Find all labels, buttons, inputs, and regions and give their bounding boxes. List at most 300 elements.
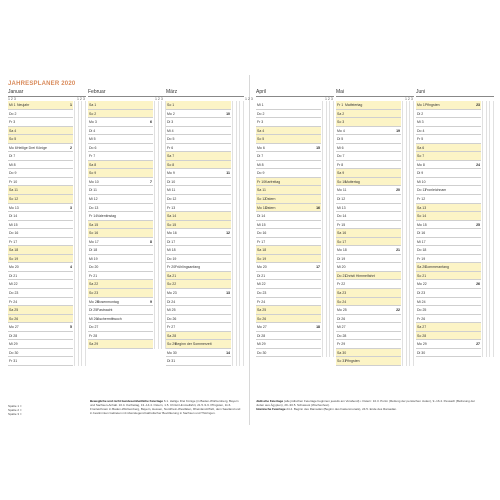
day-row[interactable] xyxy=(416,238,481,247)
day-row[interactable] xyxy=(256,186,321,195)
day-row[interactable] xyxy=(166,195,231,204)
day-row[interactable] xyxy=(256,332,321,341)
day-row[interactable] xyxy=(8,169,73,178)
day-row[interactable] xyxy=(166,186,231,195)
holiday-label: Beginn der Sommerzeit xyxy=(175,342,212,347)
day-row[interactable] xyxy=(88,229,153,238)
day-row[interactable] xyxy=(256,340,321,349)
day-row[interactable] xyxy=(256,263,321,272)
day-row[interactable] xyxy=(416,169,481,178)
day-row[interactable] xyxy=(256,152,321,161)
month-name: Februar xyxy=(88,89,106,95)
day-row[interactable] xyxy=(8,204,73,213)
day-label: Do 2 xyxy=(257,111,265,116)
day-label: So 24 xyxy=(337,299,347,304)
day-label: So 29 xyxy=(167,342,177,347)
day-row[interactable] xyxy=(336,152,401,161)
day-row[interactable] xyxy=(8,229,73,238)
day-row[interactable] xyxy=(416,332,481,341)
day-row[interactable] xyxy=(416,263,481,272)
day-row[interactable] xyxy=(336,135,401,144)
month-name: Mai xyxy=(336,89,345,95)
day-row[interactable] xyxy=(8,152,73,161)
month-top-rule xyxy=(336,96,414,97)
day-row[interactable] xyxy=(166,118,231,127)
day-row[interactable] xyxy=(166,135,231,144)
day-row[interactable] xyxy=(336,315,401,324)
day-row[interactable] xyxy=(336,340,401,349)
day-row[interactable] xyxy=(336,178,401,187)
day-row[interactable] xyxy=(88,204,153,213)
day-row[interactable] xyxy=(336,332,401,341)
day-label: Do 9 xyxy=(257,171,265,176)
day-label: Fr 21 xyxy=(89,273,98,278)
tick-columns xyxy=(232,101,243,366)
day-row[interactable] xyxy=(8,289,73,298)
day-label: Mi 27 xyxy=(337,325,346,330)
day-label: Mo 13 xyxy=(9,205,19,210)
day-label: Mi 6 xyxy=(337,145,344,150)
week-number: 19 xyxy=(396,128,400,133)
day-row[interactable] xyxy=(336,306,401,315)
day-row[interactable] xyxy=(336,255,401,264)
day-row[interactable] xyxy=(8,186,73,195)
day-label: So 9 xyxy=(89,171,97,176)
tick-column-line xyxy=(78,101,79,366)
day-label: Mi 10 xyxy=(417,179,426,184)
day-row[interactable] xyxy=(8,255,73,264)
day-row[interactable] xyxy=(166,101,231,110)
day-row[interactable] xyxy=(166,169,231,178)
day-label: Di 21 xyxy=(9,273,18,278)
day-row[interactable] xyxy=(416,161,481,170)
day-row[interactable] xyxy=(336,161,401,170)
day-row[interactable] xyxy=(256,161,321,170)
day-row[interactable] xyxy=(8,118,73,127)
week-number: 25 xyxy=(476,222,480,227)
day-row[interactable] xyxy=(336,127,401,136)
day-row[interactable] xyxy=(336,212,401,221)
day-row[interactable] xyxy=(416,212,481,221)
day-row[interactable] xyxy=(336,204,401,213)
day-label: Mi 17 xyxy=(417,239,426,244)
day-row[interactable] xyxy=(336,349,401,358)
day-label: Fr 19 xyxy=(417,256,426,261)
tick-column-line xyxy=(489,101,490,357)
day-label: Mo 23 xyxy=(167,291,177,296)
day-row[interactable] xyxy=(8,340,73,349)
day-label: Mo 11 xyxy=(337,188,347,193)
day-row[interactable] xyxy=(416,315,481,324)
day-label: So 3 xyxy=(337,120,345,125)
holiday-label: Sommeranfang xyxy=(425,265,449,270)
day-row[interactable] xyxy=(88,101,153,110)
day-row[interactable] xyxy=(8,357,73,366)
day-row[interactable] xyxy=(256,289,321,298)
tick-column-line xyxy=(406,101,407,366)
week-number: 21 xyxy=(396,248,400,253)
day-row[interactable] xyxy=(166,323,231,332)
day-label: Do 6 xyxy=(89,145,97,150)
day-row[interactable] xyxy=(88,221,153,230)
day-label: Fr 22 xyxy=(337,282,346,287)
day-row[interactable] xyxy=(256,272,321,281)
day-row[interactable] xyxy=(166,178,231,187)
day-row[interactable] xyxy=(166,238,231,247)
day-label: Mi 22 xyxy=(9,282,18,287)
day-row[interactable] xyxy=(166,152,231,161)
day-row[interactable] xyxy=(88,178,153,187)
day-row[interactable] xyxy=(256,280,321,289)
day-row[interactable] xyxy=(336,323,401,332)
day-row[interactable] xyxy=(256,238,321,247)
day-row[interactable] xyxy=(8,127,73,136)
day-label: Mo 30 xyxy=(167,350,177,355)
holiday-label: Muttertag xyxy=(345,179,360,184)
month-column-2 xyxy=(155,89,244,399)
day-row[interactable] xyxy=(88,238,153,247)
day-row[interactable] xyxy=(416,255,481,264)
day-row[interactable] xyxy=(416,340,481,349)
day-row[interactable] xyxy=(416,246,481,255)
month-top-rule xyxy=(256,96,334,97)
day-label: Do 23 xyxy=(9,291,19,296)
day-label: Mo 13 xyxy=(257,205,267,210)
day-row[interactable] xyxy=(166,357,231,366)
week-number: 13 xyxy=(226,291,230,296)
day-row[interactable] xyxy=(166,204,231,213)
notes-left xyxy=(90,399,242,415)
day-label: Sa 22 xyxy=(89,282,99,287)
day-label: Di 19 xyxy=(337,256,346,261)
day-label: Di 14 xyxy=(9,214,18,219)
day-label: Mo 22 xyxy=(417,282,427,287)
day-row[interactable] xyxy=(8,178,73,187)
legend-item-2: Spalte 2 = xyxy=(8,408,22,412)
day-row[interactable] xyxy=(166,144,231,153)
day-row[interactable] xyxy=(88,127,153,136)
week-number: 6 xyxy=(150,120,152,125)
day-row[interactable] xyxy=(256,204,321,213)
day-row[interactable] xyxy=(256,221,321,230)
day-row[interactable] xyxy=(256,127,321,136)
day-label: Sa 18 xyxy=(9,248,19,253)
day-row[interactable] xyxy=(8,212,73,221)
day-row[interactable] xyxy=(88,298,153,307)
day-row[interactable] xyxy=(256,178,321,187)
notes-left-heading: Bewegliche und nicht bundeseinheitliche Feiertage xyxy=(90,399,164,403)
day-label: Di 9 xyxy=(417,171,424,176)
day-label: Di 21 xyxy=(257,273,266,278)
day-row[interactable] xyxy=(166,332,231,341)
day-row[interactable] xyxy=(88,246,153,255)
tick-column-line xyxy=(85,101,86,366)
day-row[interactable] xyxy=(336,238,401,247)
day-row[interactable] xyxy=(8,349,73,358)
day-label: Mi 3 xyxy=(417,120,424,125)
day-row[interactable] xyxy=(416,349,481,358)
day-label: Di 17 xyxy=(167,239,176,244)
day-row[interactable] xyxy=(336,118,401,127)
day-row[interactable] xyxy=(416,195,481,204)
week-number: 11 xyxy=(226,171,230,176)
day-row[interactable] xyxy=(88,195,153,204)
tick-columns xyxy=(402,101,413,366)
spread-divider xyxy=(249,75,250,425)
day-row[interactable] xyxy=(8,298,73,307)
day-row[interactable] xyxy=(88,118,153,127)
day-row[interactable] xyxy=(336,221,401,230)
notes-right-text2: 24.4. Beginn des Ramadan (Beginn des Fastenmonats), 24.5. Ende des Ramadan. xyxy=(286,407,397,412)
day-row[interactable] xyxy=(416,135,481,144)
tick-column-line xyxy=(326,101,327,357)
day-label: Do 25 xyxy=(417,308,427,313)
day-row[interactable] xyxy=(8,221,73,230)
day-row[interactable] xyxy=(256,195,321,204)
day-row[interactable] xyxy=(336,186,401,195)
day-row[interactable] xyxy=(336,101,401,110)
day-row[interactable] xyxy=(166,289,231,298)
day-row[interactable] xyxy=(166,161,231,170)
day-label: Mo 2 xyxy=(167,111,175,116)
day-row[interactable] xyxy=(416,152,481,161)
day-row[interactable] xyxy=(8,306,73,315)
day-row[interactable] xyxy=(416,118,481,127)
day-label: Fr 15 xyxy=(337,222,346,227)
day-row[interactable] xyxy=(336,280,401,289)
day-row[interactable] xyxy=(416,110,481,119)
day-label: So 10 xyxy=(337,179,347,184)
day-label: Mi 1 xyxy=(9,103,16,107)
day-label: Fr 31 xyxy=(9,359,18,364)
day-row[interactable] xyxy=(166,340,231,349)
holiday-label: Valentinstag xyxy=(97,214,117,219)
week-number: 27 xyxy=(476,342,480,347)
day-row[interactable] xyxy=(256,212,321,221)
day-row[interactable] xyxy=(256,298,321,307)
day-label: Fr 28 xyxy=(89,333,98,338)
day-label: Mo 16 xyxy=(167,231,177,236)
tick-columns xyxy=(322,101,333,357)
day-row[interactable] xyxy=(88,306,153,315)
day-row[interactable] xyxy=(166,263,231,272)
day-label: Do 27 xyxy=(89,325,99,330)
day-row[interactable] xyxy=(166,246,231,255)
day-row[interactable] xyxy=(256,101,321,110)
day-row[interactable] xyxy=(88,110,153,119)
day-row[interactable] xyxy=(88,289,153,298)
tick-columns xyxy=(482,101,493,357)
day-row[interactable] xyxy=(8,110,73,119)
day-row[interactable] xyxy=(336,298,401,307)
day-label: Di 11 xyxy=(89,188,97,193)
day-row[interactable] xyxy=(88,135,153,144)
day-row[interactable] xyxy=(256,349,321,358)
month-name: März xyxy=(166,89,178,95)
day-row[interactable] xyxy=(166,280,231,289)
day-row[interactable] xyxy=(336,110,401,119)
day-row[interactable] xyxy=(88,272,153,281)
day-label: Sa 25 xyxy=(9,308,19,313)
column-numbers-header: 1 2 3 xyxy=(8,97,16,101)
day-label: Fr 13 xyxy=(167,205,176,210)
day-label: Sa 14 xyxy=(167,214,177,219)
day-row[interactable] xyxy=(416,127,481,136)
day-row[interactable] xyxy=(416,229,481,238)
day-row[interactable] xyxy=(416,272,481,281)
day-row[interactable] xyxy=(166,229,231,238)
day-row[interactable] xyxy=(336,357,401,366)
day-row[interactable] xyxy=(166,272,231,281)
day-label: Di 24 xyxy=(167,299,176,304)
holiday-label: Christi Himmelfahrt xyxy=(345,273,375,278)
day-label: Mo 10 xyxy=(89,179,99,184)
day-row[interactable] xyxy=(256,229,321,238)
day-row[interactable] xyxy=(416,186,481,195)
day-row[interactable] xyxy=(416,280,481,289)
day-row[interactable] xyxy=(8,161,73,170)
day-row[interactable] xyxy=(336,229,401,238)
day-row[interactable] xyxy=(8,272,73,281)
day-label: Sa 23 xyxy=(337,291,347,296)
day-row[interactable] xyxy=(88,144,153,153)
notes-left-text: 6.1. Heilige Drei Könige (in Baden-Württemberg, Bayern und Sachsen-Anhalt. 10.4. Karfreitag, 13.-14.4. Ostern, 1.5. Christi Himmelfahrt, 21.5./1.6. Pfingsten, 11.6. Fronleichnam in Baden-Württemberg, Bayern, Hessen, Nordrhein-Westfalen, Rheinland-Pfalz, dem Saarland und in bestimmten Gebieten mit überwiegend katholischer Bevölkerung in Sachsen und Thüringen. xyxy=(90,399,241,416)
column-numbers-header: 1 2 3 xyxy=(325,97,333,101)
day-row[interactable] xyxy=(88,315,153,324)
day-row[interactable] xyxy=(8,246,73,255)
tick-column-line xyxy=(322,101,323,357)
day-row[interactable] xyxy=(88,152,153,161)
day-row[interactable] xyxy=(256,315,321,324)
holiday-label: Maifeiertag xyxy=(345,103,363,107)
day-row[interactable] xyxy=(88,323,153,332)
day-row[interactable] xyxy=(256,135,321,144)
day-label: Sa 25 xyxy=(257,308,267,313)
day-row[interactable] xyxy=(416,289,481,298)
day-label: Di 31 xyxy=(167,359,176,364)
day-row[interactable] xyxy=(166,298,231,307)
day-row[interactable] xyxy=(166,127,231,136)
day-label: Do 12 xyxy=(167,197,177,202)
day-row[interactable] xyxy=(256,323,321,332)
day-row[interactable] xyxy=(336,169,401,178)
day-row[interactable] xyxy=(166,221,231,230)
day-label: Mi 24 xyxy=(417,299,426,304)
holiday-label: Pfingsten xyxy=(425,103,440,107)
holiday-label: Pfingsten xyxy=(345,359,360,364)
tick-columns xyxy=(74,101,85,366)
day-row[interactable] xyxy=(416,204,481,213)
day-row[interactable] xyxy=(256,306,321,315)
day-label: Mi 8 xyxy=(257,162,264,167)
day-row[interactable] xyxy=(256,255,321,264)
day-row[interactable] xyxy=(8,101,73,110)
day-row[interactable] xyxy=(256,246,321,255)
day-label: Mi 20 xyxy=(337,265,346,270)
day-row[interactable] xyxy=(416,306,481,315)
day-row[interactable] xyxy=(166,110,231,119)
day-label: So 26 xyxy=(9,316,19,321)
day-row[interactable] xyxy=(88,212,153,221)
day-row[interactable] xyxy=(8,315,73,324)
day-row[interactable] xyxy=(8,195,73,204)
day-label: Sa 30 xyxy=(337,350,347,355)
day-row[interactable] xyxy=(88,332,153,341)
day-label: So 12 xyxy=(9,197,19,202)
day-row[interactable] xyxy=(416,221,481,230)
day-row[interactable] xyxy=(8,238,73,247)
day-row[interactable] xyxy=(416,144,481,153)
day-label: So 1 xyxy=(167,103,175,107)
day-row[interactable] xyxy=(8,263,73,272)
day-label: Sa 4 xyxy=(9,128,17,133)
day-row[interactable] xyxy=(336,289,401,298)
day-row[interactable] xyxy=(88,340,153,349)
day-row[interactable] xyxy=(8,323,73,332)
day-label: Mo 4 xyxy=(337,128,345,133)
day-row[interactable] xyxy=(256,110,321,119)
day-label: Do 13 xyxy=(89,205,99,210)
day-row[interactable] xyxy=(166,315,231,324)
day-label: Mi 5 xyxy=(89,137,96,142)
holiday-label: Fronleichnam xyxy=(425,188,447,193)
day-row[interactable] xyxy=(8,280,73,289)
day-row[interactable] xyxy=(88,169,153,178)
tick-column-line xyxy=(74,101,75,366)
day-row[interactable] xyxy=(416,298,481,307)
day-row[interactable] xyxy=(256,169,321,178)
day-row[interactable] xyxy=(8,332,73,341)
month-column-0 xyxy=(8,89,86,399)
day-label: Sa 11 xyxy=(9,188,18,193)
tick-columns xyxy=(154,101,165,349)
day-row[interactable] xyxy=(88,280,153,289)
day-row[interactable] xyxy=(166,255,231,264)
day-row[interactable] xyxy=(166,212,231,221)
day-row[interactable] xyxy=(336,195,401,204)
day-label: Mi 15 xyxy=(9,222,18,227)
month-column-1 xyxy=(77,89,166,399)
day-row[interactable] xyxy=(256,118,321,127)
day-row[interactable] xyxy=(88,186,153,195)
day-row[interactable] xyxy=(336,272,401,281)
column-numbers-header: 1 2 3 xyxy=(155,97,163,101)
day-label: Di 3 xyxy=(167,120,174,125)
notes-right-heading2: Islamische Feiertage xyxy=(256,407,286,412)
day-row[interactable] xyxy=(336,263,401,272)
day-row[interactable] xyxy=(166,306,231,315)
day-row[interactable] xyxy=(336,144,401,153)
day-row[interactable] xyxy=(416,323,481,332)
day-row[interactable] xyxy=(166,349,231,358)
week-number: 20 xyxy=(396,188,400,193)
day-label: Di 18 xyxy=(89,248,98,253)
day-label: Fr 8 xyxy=(337,162,344,167)
day-row[interactable] xyxy=(336,246,401,255)
day-row[interactable] xyxy=(8,144,73,153)
day-row[interactable] xyxy=(8,135,73,144)
day-row[interactable] xyxy=(88,263,153,272)
day-row[interactable] xyxy=(256,144,321,153)
day-row[interactable] xyxy=(88,161,153,170)
tick-column-line xyxy=(409,101,410,366)
day-row[interactable] xyxy=(88,255,153,264)
week-number: 7 xyxy=(150,179,152,184)
day-row[interactable] xyxy=(416,178,481,187)
day-label: Do 11 xyxy=(417,188,427,193)
day-row[interactable] xyxy=(416,101,481,110)
day-label: Do 21 xyxy=(337,273,347,278)
